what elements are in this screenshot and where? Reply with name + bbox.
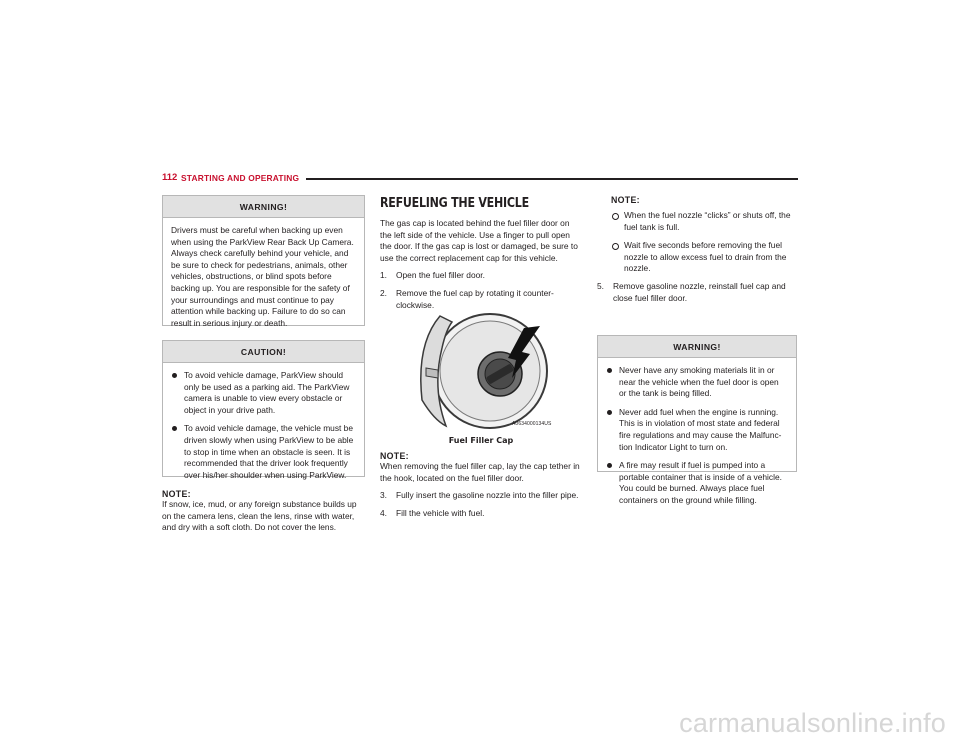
warning-item: Never have any smoking materials lit in or near the vehicle when the fuel door is open or the tank is being filled. bbox=[606, 365, 788, 400]
caution-item: To avoid vehicle damage, the vehicle must be driven slowly when using ParkView to be able to stop in time when an obstacle is seen. It is recommended that the driver look frequently over his/her shoulder when using ParkView. bbox=[171, 423, 356, 481]
refuel-body bbox=[380, 218, 582, 317]
warning-box-parkview bbox=[162, 195, 365, 326]
note-title: NOTE: bbox=[162, 489, 191, 499]
note-title: NOTE: bbox=[380, 451, 409, 461]
warning-title: WARNING! bbox=[598, 336, 796, 358]
step-list bbox=[597, 281, 799, 304]
caution-box bbox=[162, 340, 365, 480]
note-item: Wait five seconds before removing the fuel nozzle to allow excess fuel to drain from the nozzle. bbox=[611, 240, 799, 275]
caution-title: CAUTION! bbox=[163, 341, 364, 363]
note-text: When removing the fuel filler cap, lay the cap tether in the hook, located on the fuel filler door. bbox=[380, 461, 580, 483]
page-number: 112 bbox=[162, 172, 178, 183]
warning-item: Never add fuel when the engine is running. This is in violation of most state and federal fire regulations and may cause the Malfunc-tion Indicator Light to turn on. bbox=[606, 407, 788, 453]
note-title: NOTE: bbox=[611, 195, 640, 205]
step-item: 1. Open the fuel filler door. bbox=[380, 270, 485, 281]
caution-list bbox=[171, 370, 356, 481]
note-item: When the fuel nozzle “clicks” or shuts off, the fuel tank is full. bbox=[611, 210, 799, 233]
watermark: carmanualsonline.info bbox=[679, 708, 946, 738]
note-list bbox=[611, 210, 799, 275]
section-heading: REFUELING THE VEHICLE bbox=[380, 195, 529, 211]
step-list bbox=[380, 490, 582, 519]
refuel-intro: The gas cap is located behind the fuel filler door on the left side of the vehicle. Use a finger to pull open the door. If the gas cap is lost or damaged, be sure to use the correct replacement cap for this vehicle. bbox=[380, 218, 578, 263]
warning-text: Drivers must be careful when backing up even when using the ParkView Rear Back Up Camera. Always check carefully behind your vehicle, and be sure to check for pedestrians, animals, other vehicles, obstructions, or blind spots before backing up. You are responsible for the safety of your surroundings and must continue to pay attention while backing up. Failure to do so can result in serious injury or death. bbox=[171, 225, 354, 328]
step-item: 4. Fill the vehicle with fuel. bbox=[380, 507, 485, 518]
page-header bbox=[162, 172, 798, 186]
warning-item: A fire may result if fuel is pumped into a portable container that is inside of a vehicle. You could be burned. Always place fuel containers on the ground while filling. bbox=[606, 460, 788, 506]
section-title: STARTING AND OPERATING bbox=[181, 173, 300, 183]
note-text: If snow, ice, mud, or any foreign substance builds up on the camera lens, clean the lens, rinse with water, and dry with a soft cloth. Do not cover the lens. bbox=[162, 499, 357, 533]
note-fuel-nozzle bbox=[597, 195, 799, 310]
step-item: 2. Remove the fuel cap by rotating it counter-clockwise. bbox=[380, 287, 554, 310]
warning-box-fuel bbox=[597, 335, 797, 505]
step-item: 5. Remove gasoline nozzle, reinstall fuel cap and close fuel filler door. bbox=[597, 280, 786, 303]
warning-list bbox=[606, 365, 788, 507]
step-list bbox=[380, 270, 582, 311]
figure-code: A0634000134US bbox=[512, 421, 552, 427]
header-rule bbox=[306, 178, 798, 180]
note-camera bbox=[162, 489, 367, 534]
step-item: 3. Fully insert the gasoline nozzle into the filler pipe. bbox=[380, 490, 579, 501]
fuel-door-icon bbox=[412, 308, 556, 432]
figure-caption: Fuel Filler Cap bbox=[448, 436, 514, 445]
fuel-cap-illustration bbox=[412, 308, 556, 432]
refuel-note bbox=[380, 451, 582, 525]
warning-title: WARNING! bbox=[163, 196, 364, 218]
caution-item: To avoid vehicle damage, ParkView should only be used as a parking aid. The ParkView camera is unable to view every obstacle or object in your drive path. bbox=[171, 370, 356, 416]
